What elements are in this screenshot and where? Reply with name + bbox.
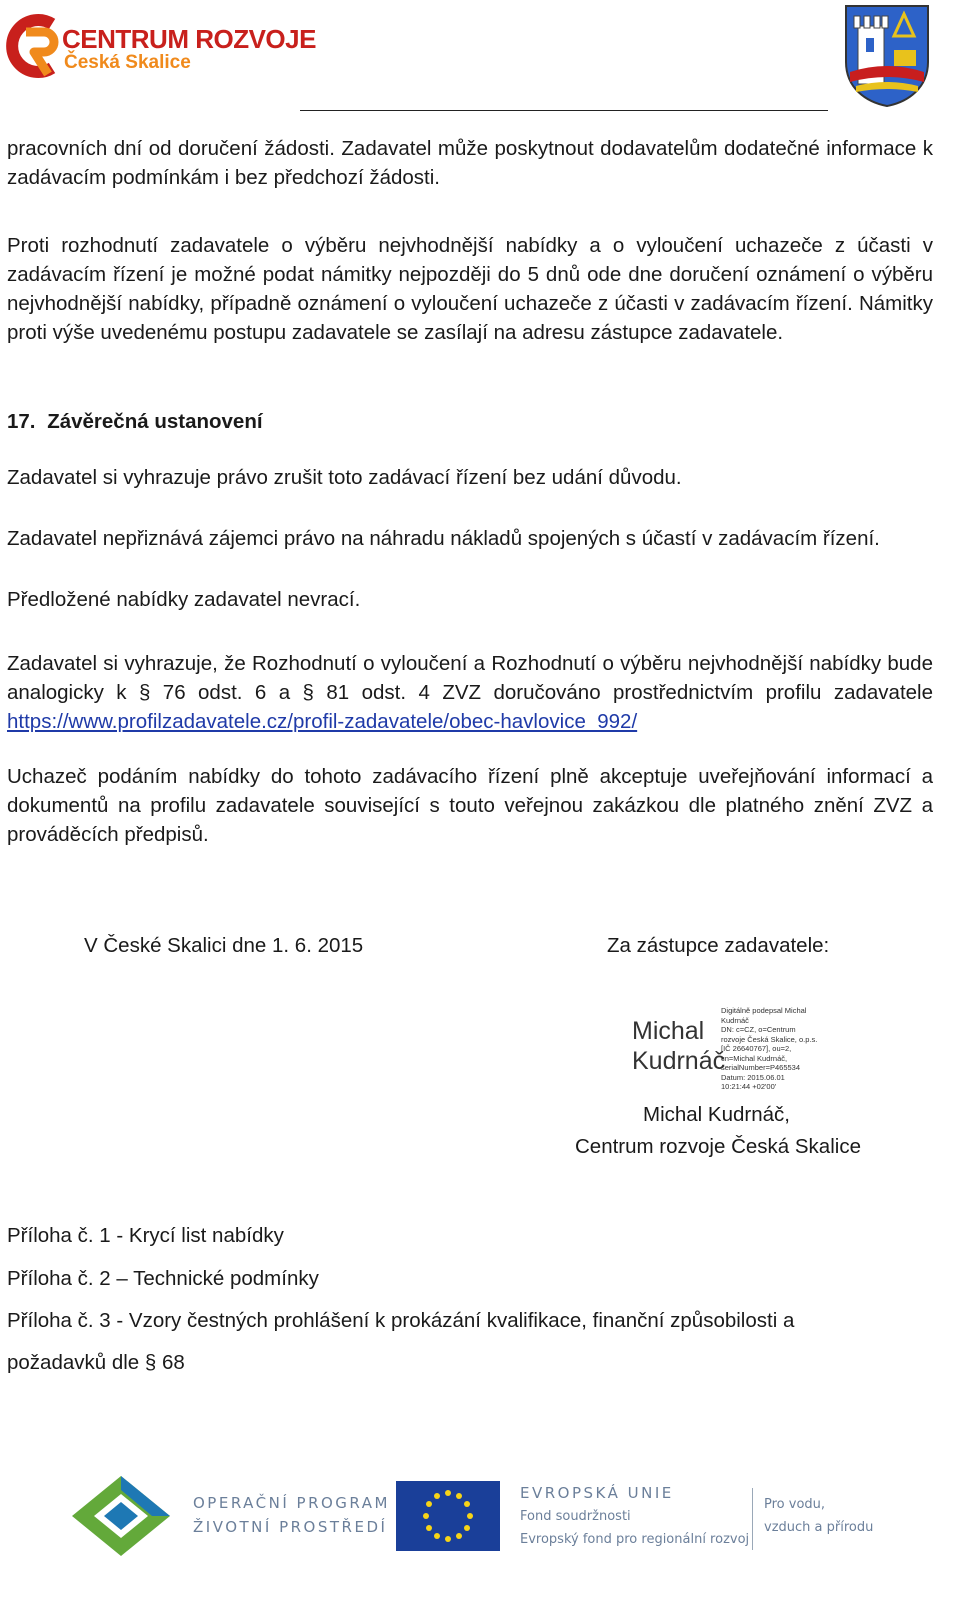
paragraph-profile-delivery <box>7 649 933 736</box>
signature-meta-line: rozvoje Česká Skalice, o.p.s. <box>721 1034 818 1044</box>
eu-line1: EVROPSKÁ UNIE <box>520 1484 674 1502</box>
section-number: 17. <box>7 410 36 433</box>
signer-name: Michal Kudrnáč, <box>643 1103 790 1126</box>
digital-signature <box>632 1006 822 1091</box>
eu-line3: Evropský fond pro regionální rozvoj <box>520 1532 750 1547</box>
attachment-2: Příloha č. 2 – Technické podmínky <box>7 1267 319 1290</box>
attachment-3: Příloha č. 3 - Vzory čestných prohlášení k prokázání kvalifikace, finanční způsobilosti a <box>7 1309 795 1332</box>
signature-meta-line: Datum: 2015.06.01 <box>721 1072 785 1082</box>
op-line1: OPERAČNÍ PROGRAM <box>193 1494 390 1512</box>
signature-meta-line: 10:21:44 +02'00' <box>721 1082 777 1091</box>
centrum-rozvoje-logo-icon <box>4 10 60 84</box>
section-title: Závěrečná ustanovení <box>47 410 263 433</box>
paragraph-offers-not-returned: Předložené nabídky zadavatel nevrací. <box>7 588 361 611</box>
op-line2: ŽIVOTNÍ PROSTŘEDÍ <box>193 1518 388 1536</box>
paragraph-objections: Proti rozhodnutí zadavatele o výběru nejvhodnější nabídky a o vyloučení uchazeče z účasti v zadávacím řízení je možné podat námitky nejpozději do 5 dnů ode dne doručení oznámení o výběru nejvhodnější nabídky, případně oznámení o vyloučení uchazeče z účasti v zadávacím řízení. Námitky proti výše uvedenému postupu zadavatele se zasílají na adresu zástupce zadavatele. <box>7 234 933 344</box>
signature-meta-line: [IČ 26640767], ou=2, <box>721 1044 792 1053</box>
signature-for-label: Za zástupce zadavatele: <box>607 934 830 957</box>
eu-line2: Fond soudržnosti <box>520 1509 631 1524</box>
eu-flag-icon <box>396 1481 500 1551</box>
slogan-line2: vzduch a přírodu <box>764 1520 874 1535</box>
signer-organization: Centrum rozvoje Česká Skalice <box>575 1135 861 1158</box>
signature-meta-line: serialNumber=P465534 <box>721 1063 801 1072</box>
paragraph-request-info: pracovních dní od doručení žádosti. Zadavatel může poskytnout dodavatelům dodatečné informace k zadávacím podmínkám i bez předchozí žádosti. <box>7 137 933 189</box>
slogan-line1: Pro vodu, <box>764 1497 826 1512</box>
attachment-3-continued: požadavků dle § 68 <box>7 1351 185 1374</box>
paragraph-cancel-right: Zadavatel si vyhrazuje právo zrušit toto zadávací řízení bez udání důvodu. <box>7 466 682 489</box>
castle-coat-of-arms-icon <box>842 2 932 108</box>
signature-meta-line: cn=Michal Kudrnáč, <box>721 1053 788 1063</box>
signature-meta <box>721 1006 817 1092</box>
attachment-1: Příloha č. 1 - Krycí list nabídky <box>7 1224 284 1247</box>
profile-delivery-text: Zadavatel si vyhrazuje, že Rozhodnutí o vyloučení a Rozhodnutí o výběru nejvhodnější nabídky bude analogicky k § 76 odst. 6 a § 81 odst. 4 ZVZ doručováno prostřednictvím profilu zadavatele <box>7 652 933 704</box>
place-date: V České Skalici dne 1. 6. 2015 <box>84 934 364 957</box>
centrum-rozvoje-logo <box>4 10 316 86</box>
signature-name-line1: Michal <box>632 1017 705 1045</box>
section-heading <box>7 407 263 436</box>
signature-meta-line: Digitálně podepsal Michal <box>721 1006 807 1015</box>
footer-divider <box>752 1488 753 1550</box>
paragraph-acceptance: Uchazeč podáním nabídky do tohoto zadávacího řízení plně akceptuje uveřejňování informací a dokumentů na profilu zadavatele související s touto veřejnou zakázkou dle platného znění ZVZ a prováděcích předpisů. <box>7 765 933 846</box>
op-environment-logo-icon <box>66 1472 176 1560</box>
header-rule <box>300 110 828 111</box>
signature-meta-line: DN: c=CZ, o=Centrum <box>721 1025 796 1034</box>
logo-title: CENTRUM ROZVOJE <box>62 24 316 54</box>
signature-meta-line: Kudrnáč <box>721 1015 749 1025</box>
profile-link[interactable]: https://www.profilzadavatele.cz/profil-zadavatele/obec-havlovice_992/ <box>7 710 638 733</box>
signature-name-line2: Kudrnáč <box>632 1047 726 1075</box>
paragraph-no-compensation: Zadavatel nepřiznává zájemci právo na náhradu nákladů spojených s účastí v zadávacím řízení. <box>7 527 880 550</box>
logo-subtitle: Česká Skalice <box>64 52 191 73</box>
